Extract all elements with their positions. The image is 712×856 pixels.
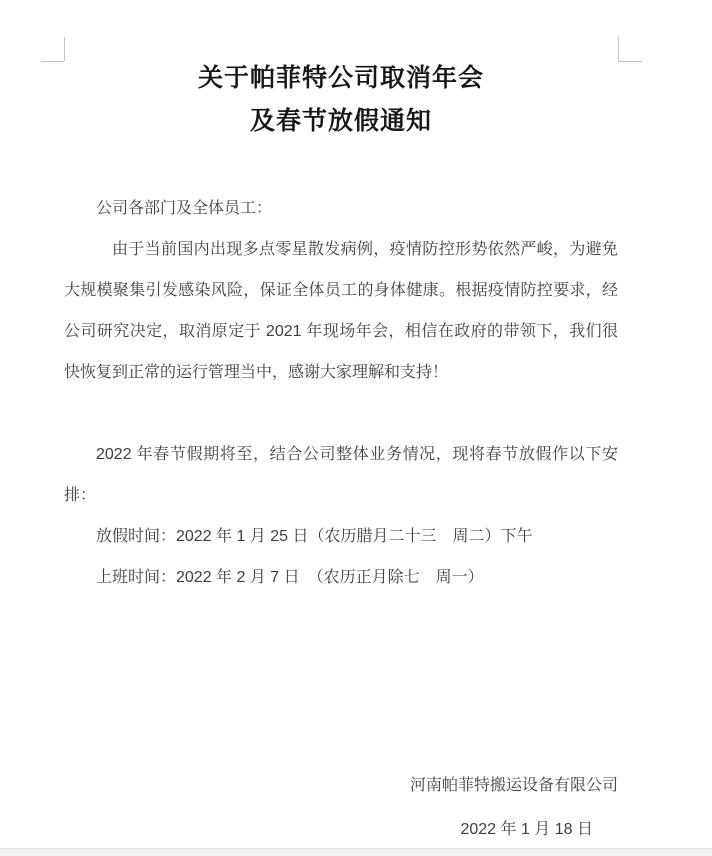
document-title	[64, 57, 618, 143]
document-title-line-1: 关于帕菲特公司取消年会	[197, 65, 484, 92]
document-body	[64, 188, 618, 598]
blank-line-spacer	[64, 393, 618, 434]
paragraph-arrangement: 2022 年春节假期将至，结合公司整体业务情况，现将春节放假作以下安排：	[64, 446, 618, 504]
greeting-line: 公司各部门及全体员工：	[96, 200, 273, 217]
signature-company: 河南帕菲特搬运设备有限公司	[409, 777, 618, 794]
page-margin-mark-top-left-horizontal	[41, 61, 64, 62]
window-bottom-bar	[0, 848, 712, 856]
signature-date: 2022 年 1 月 18 日	[460, 821, 593, 838]
work-time-line: 上班时间：2022 年 2 月 7 日 （农历正月除七 周一）	[96, 569, 484, 586]
holiday-time-line: 放假时间：2022 年 1 月 25 日（农历腊月二十三 周二）下午	[96, 528, 533, 545]
page-margin-mark-top-right-horizontal	[618, 61, 642, 62]
document-title-line-2: 及春节放假通知	[249, 108, 432, 135]
page-margin-mark-top-right-vertical	[618, 37, 619, 61]
paragraph-main: 由于当前国内出现多点零星散发病例，疫情防控形势依然严峻，为避免大规模聚集引发感染风险，保证全体员工的身体健康。根据疫情防控要求，经公司研究决定，取消原定于 2021 年现场年会，相信在政府的带领下，我们很快恢复到正常的运行管理当中，感谢大家理解和支持！	[64, 241, 618, 381]
